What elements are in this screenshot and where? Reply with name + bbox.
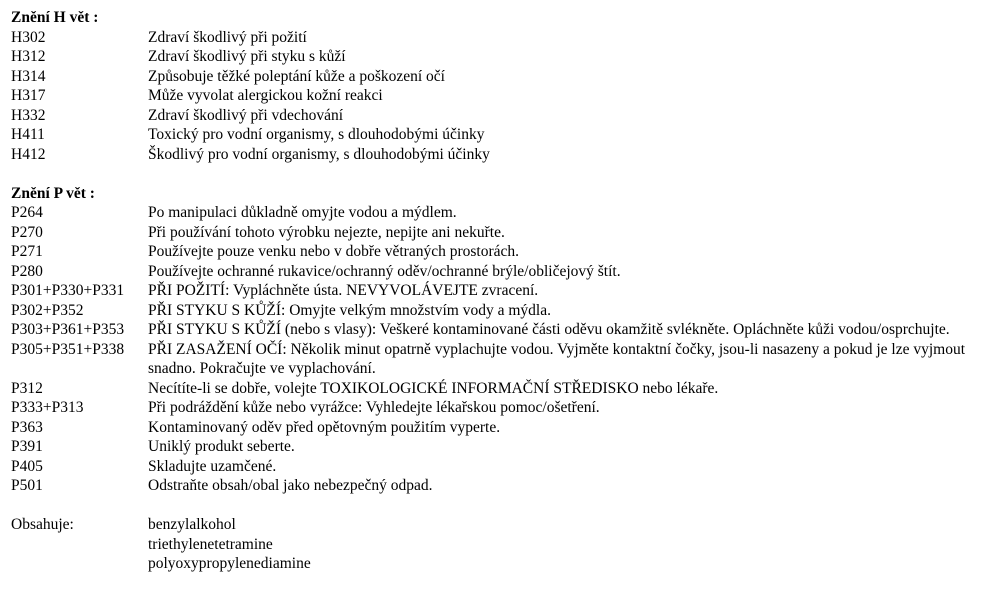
h-statement-text: Škodlivý pro vodní organismy, s dlouhodobými účinky: [148, 145, 490, 163]
p-statement-code: P391: [11, 438, 43, 455]
p-statement-text: Používejte pouze venku nebo v dobře větraných prostorách.: [148, 243, 520, 260]
h-statement-code: H332: [11, 106, 46, 124]
contains-section: [11, 515, 983, 574]
p-statement-code: P333+P313: [11, 399, 84, 416]
p-statement-text: Necítíte-li se dobře, volejte TOXIKOLOGICKÉ INFORMAČNÍ STŘEDISKO nebo lékaře.: [148, 379, 719, 397]
p-statement-row: [11, 379, 983, 399]
p-statement-text: Po manipulaci důkladně omyjte vodou a mýdlem.: [148, 204, 457, 221]
h-statements-list: [11, 28, 983, 165]
p-statement-row: [11, 476, 983, 496]
p-statement-code: P270: [11, 223, 43, 241]
h-statement-row: [11, 125, 983, 145]
h-statement-row: [11, 47, 983, 67]
p-statement-code: P271: [11, 243, 43, 260]
h-statement-code: H314: [11, 67, 46, 85]
p-statements-list: [11, 203, 983, 496]
h-statements-heading: Znění H vět :: [11, 9, 99, 26]
hazard-statements-document: [11, 8, 983, 574]
p-statement-text: Odstraňte obsah/obal jako nebezpečný odpad.: [148, 477, 433, 494]
p-statement-text: Kontaminovaný oděv před opětovným použitím vyperte.: [148, 418, 501, 436]
p-statement-row: [11, 418, 983, 438]
p-statement-row: [11, 398, 983, 418]
p-statement-row: [11, 340, 983, 379]
h-statement-row: [11, 86, 983, 106]
ingredient-item: triethylenetetramine: [148, 535, 273, 553]
h-statement-code: H411: [11, 126, 45, 143]
p-statement-text: PŘI STYKU S KŮŽÍ (nebo s vlasy): Veškeré kontaminované části oděvu okamžitě svlékněte. Opláchněte kůži vodou/osprchujte.: [148, 321, 950, 338]
p-statement-code: P363: [11, 418, 43, 436]
p-statement-row: [11, 203, 983, 223]
p-statement-code: P501: [11, 477, 43, 494]
section-spacer: [11, 496, 983, 516]
contains-list: [148, 515, 983, 574]
p-statement-text: PŘI POŽITÍ: Vypláchněte ústa. NEVYVOLÁVEJTE zvracení.: [148, 282, 539, 299]
p-statement-code: P303+P361+P353: [11, 321, 125, 338]
h-statement-text: Toxický pro vodní organismy, s dlouhodobými účinky: [148, 126, 485, 143]
h-statement-text: Zdraví škodlivý při styku s kůží: [148, 48, 346, 65]
h-statement-row: [11, 28, 983, 48]
p-statement-row: [11, 223, 983, 243]
p-statement-text: PŘI ZASAŽENÍ OČÍ: Několik minut opatrně vyplachujte vodou. Vyjměte kontaktní čočky, jsou-li nasazeny a pokud je lze vyjmout snadno. Pokračujte ve vyplachování.: [148, 340, 966, 377]
section-spacer: [11, 164, 983, 184]
p-statement-code: P405: [11, 457, 43, 475]
h-statement-code: H317: [11, 87, 46, 104]
h-statement-row: [11, 67, 983, 87]
p-statement-row: [11, 262, 983, 282]
p-statement-row: [11, 437, 983, 457]
p-statement-row: [11, 301, 983, 321]
p-statements-heading: Znění P vět :: [11, 184, 95, 202]
p-statement-code: P280: [11, 262, 43, 280]
h-statement-code: H302: [11, 28, 46, 46]
p-statement-code: P302+P352: [11, 301, 84, 319]
p-statement-code: P312: [11, 379, 43, 397]
p-statement-text: Při podráždění kůže nebo vyrážce: Vyhledejte lékařskou pomoc/ošetření.: [148, 399, 600, 416]
p-statement-row: [11, 242, 983, 262]
p-statement-row: [11, 320, 983, 340]
h-statement-row: [11, 106, 983, 126]
p-statement-text: PŘI STYKU S KŮŽÍ: Omyjte velkým množstvím vody a mýdla.: [148, 301, 551, 319]
h-statement-code: H312: [11, 48, 46, 65]
h-statement-code: H412: [11, 145, 46, 163]
p-statement-text: Při používání tohoto výrobku nejezte, nepijte ani nekuřte.: [148, 223, 505, 241]
p-statement-code: P305+P351+P338: [11, 340, 125, 358]
p-statement-row: [11, 457, 983, 477]
p-statement-code: P264: [11, 204, 43, 221]
p-statement-text: Skladujte uzamčené.: [148, 457, 277, 475]
p-statement-row: [11, 281, 983, 301]
ingredient-item: benzylalkohol: [148, 516, 236, 533]
h-statement-text: Zdraví škodlivý při vdechování: [148, 106, 343, 124]
p-statement-text: Uniklý produkt seberte.: [148, 438, 295, 455]
p-statement-text: Používejte ochranné rukavice/ochranný oděv/ochranné brýle/obličejový štít.: [148, 262, 621, 280]
ingredient-item: polyoxypropylenediamine: [148, 555, 311, 572]
p-statement-code: P301+P330+P331: [11, 282, 125, 299]
h-statement-text: Způsobuje těžké poleptání kůže a poškození očí: [148, 67, 445, 85]
h-statement-text: Zdraví škodlivý při požití: [148, 28, 307, 46]
h-statement-row: [11, 145, 983, 165]
contains-label: Obsahuje:: [11, 516, 74, 533]
h-statement-text: Může vyvolat alergickou kožní reakci: [148, 87, 383, 104]
